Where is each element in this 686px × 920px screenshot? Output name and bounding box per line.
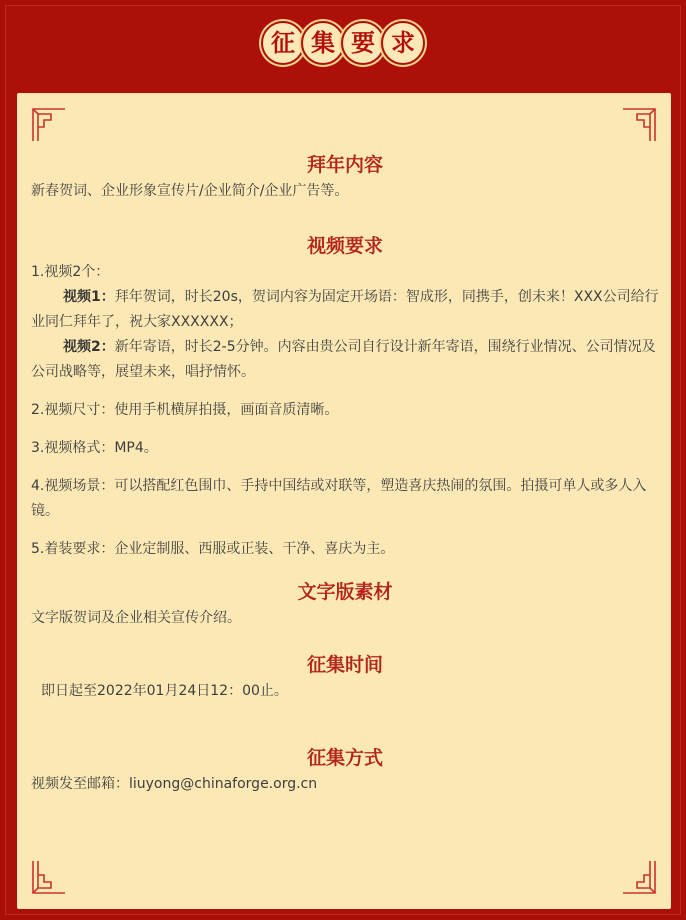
video-1-item xyxy=(31,285,659,335)
video-scene: 4.视频场景：可以搭配红色围巾、手持中国结或对联等，塑造喜庆热闹的氛围。拍摄可单人或多人入镜。 xyxy=(31,478,647,519)
title-char-2: 集 xyxy=(301,21,345,65)
section-title-time: 征集时间 xyxy=(306,654,383,676)
time-text: 即日起至2022年01月24日12：00止。 xyxy=(41,683,288,699)
video-2-item xyxy=(31,335,659,385)
video-2-label: 视频2： xyxy=(63,339,115,355)
corner-ornament-icon xyxy=(621,859,657,895)
title-char-3: 要 xyxy=(341,21,385,65)
video-2-text: 新年寄语，时长2-5分钟。内容由贵公司自行设计新年寄语，围绕行业情况、公司情况及公司战略等，展望未来，唱抒情怀。 xyxy=(31,339,656,380)
text-material-text: 文字版贺词及企业相关宣传介绍。 xyxy=(31,610,241,626)
corner-ornament-icon xyxy=(621,107,657,143)
section-title-video: 视频要求 xyxy=(306,235,383,257)
title-char-4: 求 xyxy=(381,21,425,65)
corner-ornament-icon xyxy=(31,859,67,895)
video-format: 3.视频格式：MP4。 xyxy=(31,440,158,456)
video-dress: 5.着装要求：企业定制服、西服或正装、干净、喜庆为主。 xyxy=(31,541,395,557)
section-title-text-material: 文字版素材 xyxy=(297,581,393,603)
video-1-text: 拜年贺词，时长20s，贺词内容为固定开场语：智成形，同携手，创未来！XXX公司给行业同仁拜年了，祝大家XXXXXX； xyxy=(31,289,659,330)
section-title-method: 征集方式 xyxy=(306,747,383,769)
content-card xyxy=(17,93,671,909)
section-title-greeting: 拜年内容 xyxy=(306,154,383,176)
page-title xyxy=(5,21,681,65)
title-char-1: 征 xyxy=(261,21,305,65)
video-intro: 1.视频2个： xyxy=(31,264,110,280)
video-1-label: 视频1： xyxy=(63,289,115,305)
greeting-text: 新春贺词、企业形象宣传片/企业简介/企业广告等。 xyxy=(31,183,349,199)
video-size: 2.视频尺寸：使用手机横屏拍摄，画面音质清晰。 xyxy=(31,402,339,418)
corner-ornament-icon xyxy=(31,107,67,143)
method-text: 视频发至邮箱：liuyong@chinaforge.org.cn xyxy=(31,776,318,792)
content-body xyxy=(31,151,659,797)
